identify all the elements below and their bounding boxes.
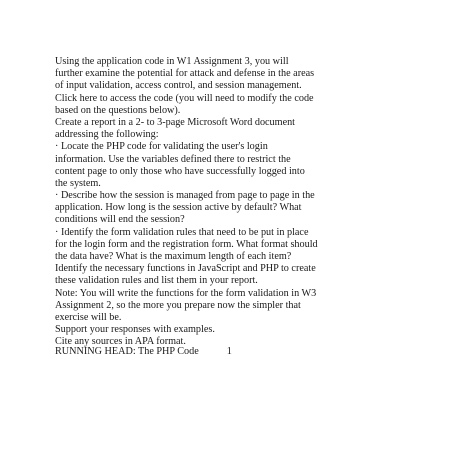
text-line: · Identify the form validation rules that need to be put in place <box>55 226 309 238</box>
text-line: exercise will be. <box>55 311 122 323</box>
text-line: Identify the necessary functions in JavaScript and PHP to create <box>55 263 316 275</box>
text-line: Cite any sources in APA format. <box>55 336 186 348</box>
text-line: of input validation, access control, and session management. <box>55 80 302 92</box>
text-line: Using the application code in W1 Assignment 3, you will <box>55 56 289 67</box>
text-line: Note: You will write the functions for the form validation in W3 <box>55 287 317 299</box>
assignment-text <box>55 56 435 349</box>
page-number: 1 <box>226 346 232 357</box>
text-line: · Locate the PHP code for validating the user's login <box>55 141 268 153</box>
text-line: for the login form and the registration form. What format should <box>55 238 318 250</box>
text-line: Click here to access the code (you will need to modify the code <box>55 92 314 104</box>
text-line: Assignment 2, so the more you prepare now the simpler that <box>55 299 301 311</box>
text-line: · Describe how the session is managed from page to page in the <box>55 190 315 202</box>
text-line: information. Use the variables defined there to restrict the <box>55 153 291 165</box>
text-line: Support your responses with examples. <box>55 324 215 336</box>
text-line: based on the questions below). <box>55 104 181 116</box>
text-line: further examine the potential for attack and defense in the areas <box>55 68 315 80</box>
text-line: the system. <box>55 177 101 189</box>
text-line: content page to only those who have successfully logged into <box>55 165 305 177</box>
text-line: Create a report in a 2- to 3-page Microsoft Word document <box>55 116 296 128</box>
running-head <box>55 346 232 358</box>
text-line: addressing the following: <box>55 129 159 141</box>
text-line: application. How long is the session active by default? What <box>55 202 302 214</box>
text-line: the data have? What is the maximum length of each item? <box>55 251 292 262</box>
running-head-text: RUNNING HEAD: The PHP Code <box>55 346 199 357</box>
text-line: conditions will end the session? <box>55 214 185 226</box>
text-line: these validation rules and list them in your report. <box>55 275 258 287</box>
